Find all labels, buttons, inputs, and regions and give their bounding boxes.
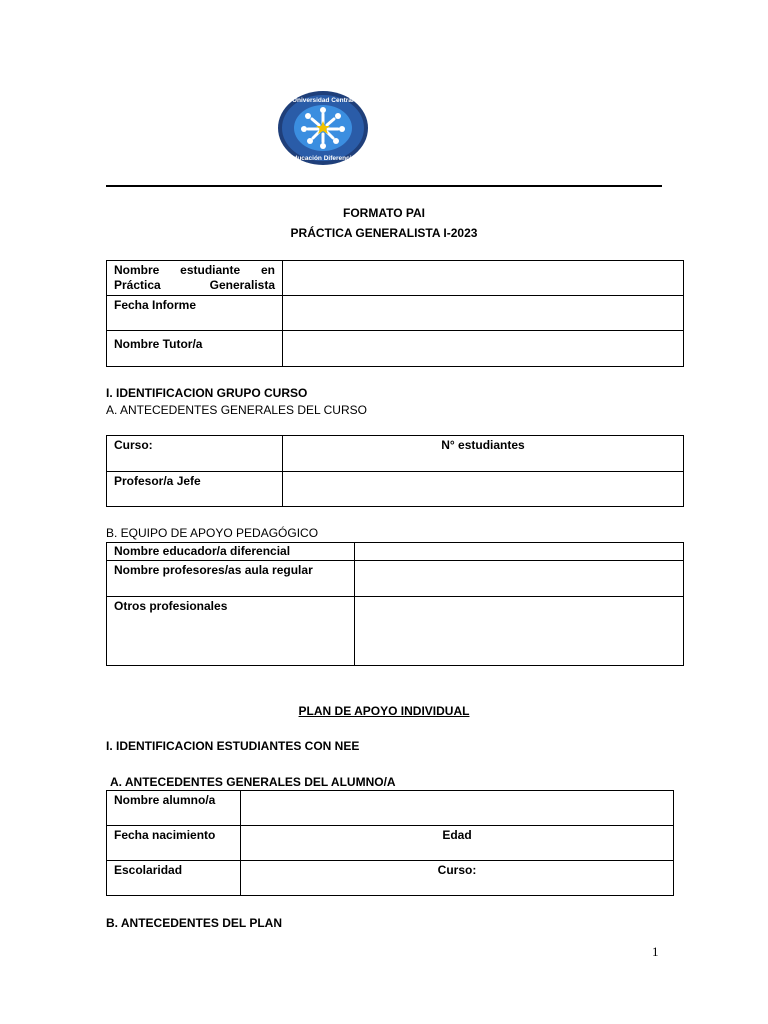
table-row [107, 561, 684, 597]
table-row [107, 791, 674, 826]
table-row [107, 331, 684, 367]
student-info-table [106, 260, 684, 367]
regular-teachers-field[interactable] [355, 561, 684, 597]
tutor-name-field[interactable] [283, 331, 684, 367]
table-row [107, 861, 674, 896]
birth-date-label: Fecha nacimiento [107, 826, 241, 861]
university-logo [276, 89, 370, 167]
document-subtitle: PRÁCTICA GENERALISTA I-2023 [290, 226, 478, 240]
other-professionals-label: Otros profesionales [107, 597, 355, 666]
page-number: 1 [652, 944, 659, 959]
other-professionals-field[interactable] [355, 597, 684, 666]
regular-teachers-label: Nombre profesores/as aula regular [107, 561, 355, 597]
age-label: Edad [241, 826, 674, 861]
logo-bottom-text: Educación Diferencial [289, 155, 357, 162]
table-row [107, 826, 674, 861]
table-row [107, 597, 684, 666]
report-date-field[interactable] [283, 296, 684, 331]
report-date-label: Fecha Informe [107, 296, 283, 331]
plan-heading-nee: I. IDENTIFICACION ESTUDIANTES CON NEE [106, 739, 360, 753]
table-row [107, 261, 684, 296]
table-row [107, 543, 684, 561]
table-row [107, 472, 684, 507]
plan-title: PLAN DE APOYO INDIVIDUAL [298, 704, 470, 718]
student-count-label: N° estudiantes [283, 436, 684, 472]
table-row [107, 436, 684, 472]
plan-next-heading: B. ANTECEDENTES DEL PLAN [106, 916, 283, 930]
student-name-field[interactable] [283, 261, 684, 296]
tutor-name-label: Nombre Tutor/a [107, 331, 283, 367]
student-name-label: Nombre alumno/a [107, 791, 241, 826]
logo-top-text: Universidad Central [292, 97, 354, 104]
section-heading-grupo-curso: I. IDENTIFICACION GRUPO CURSO [106, 386, 308, 400]
schooling-label: Escolaridad [107, 861, 241, 896]
section-subheading-antecedentes-curso: A. ANTECEDENTES GENERALES DEL CURSO [106, 403, 367, 417]
student-name-label: Nombre estudiante en Práctica Generalista [107, 261, 283, 296]
support-team-table [106, 542, 684, 666]
head-teacher-field[interactable] [283, 472, 684, 507]
special-educator-field[interactable] [355, 543, 684, 561]
plan-subheading-alumno: A. ANTECEDENTES GENERALES DEL ALUMNO/A [110, 775, 396, 789]
table-row [107, 296, 684, 331]
special-educator-label: Nombre educador/a diferencial [107, 543, 355, 561]
course-label: Curso: [241, 861, 674, 896]
course-label: Curso: [107, 436, 283, 472]
student-name-field[interactable] [241, 791, 674, 826]
head-teacher-label: Profesor/a Jefe [107, 472, 283, 507]
section-heading-equipo-apoyo: B. EQUIPO DE APOYO PEDAGÓGICO [106, 526, 319, 540]
document-title: FORMATO PAI [343, 206, 425, 220]
header-divider [106, 185, 662, 187]
student-details-table [106, 790, 674, 896]
course-table [106, 435, 684, 507]
